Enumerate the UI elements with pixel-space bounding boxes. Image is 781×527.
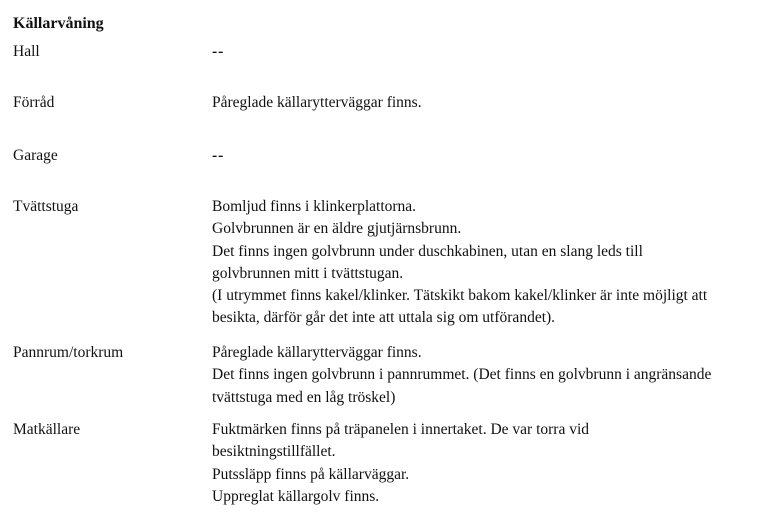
room-label: Pannrum/torkrum [13,344,124,361]
note-line: golvbrunnen mitt i tvättstugan. [212,264,404,282]
room-label: Garage [13,147,58,164]
room-label: Hall [13,43,40,60]
note-line: Uppreglat källargolv finns. [212,487,380,505]
note-line: Putssläpp finns på källarväggar. [212,465,410,483]
room-notes [212,41,772,63]
note-line: Det finns ingen golvbrunn i pannrummet. (Det finns en golvbrunn i angränsande [212,366,712,384]
room-notes [212,419,772,508]
room-label: Förråd [13,94,55,111]
room-notes [212,145,772,167]
note-line: (I utrymmet finns kakel/klinker. Tätskikt bakom kakel/klinker är inte möjligt att [212,287,708,305]
section-heading: Källarvåning [13,15,104,32]
room-label: Matkällare [13,421,81,438]
note-line: Golvbrunnen är en äldre gjutjärnsbrunn. [212,220,462,238]
note-line: Påreglade källarytterväggar finns. [212,344,422,361]
note-line: Det finns ingen golvbrunn under duschkabinen, utan en slang leds till [212,242,643,260]
room-label: Tvättstuga [13,198,79,215]
note-line: besiktningstillfället. [212,443,336,461]
note-line: tvättstuga med en låg tröskel) [212,388,396,406]
note-line: Bomljud finns i klinkerplattorna. [212,198,417,215]
note-line: Påreglade källarytterväggar finns. [212,94,422,111]
empty-note-dash: -- [212,147,225,164]
empty-note-dash: -- [212,43,225,60]
note-line: Fuktmärken finns på träpanelen i innertaket. De var torra vid [212,421,590,438]
note-line: besikta, därför går det inte att uttala sig om utförandet). [212,309,556,327]
room-notes [212,92,772,114]
room-notes [212,196,772,330]
room-notes [212,342,772,409]
